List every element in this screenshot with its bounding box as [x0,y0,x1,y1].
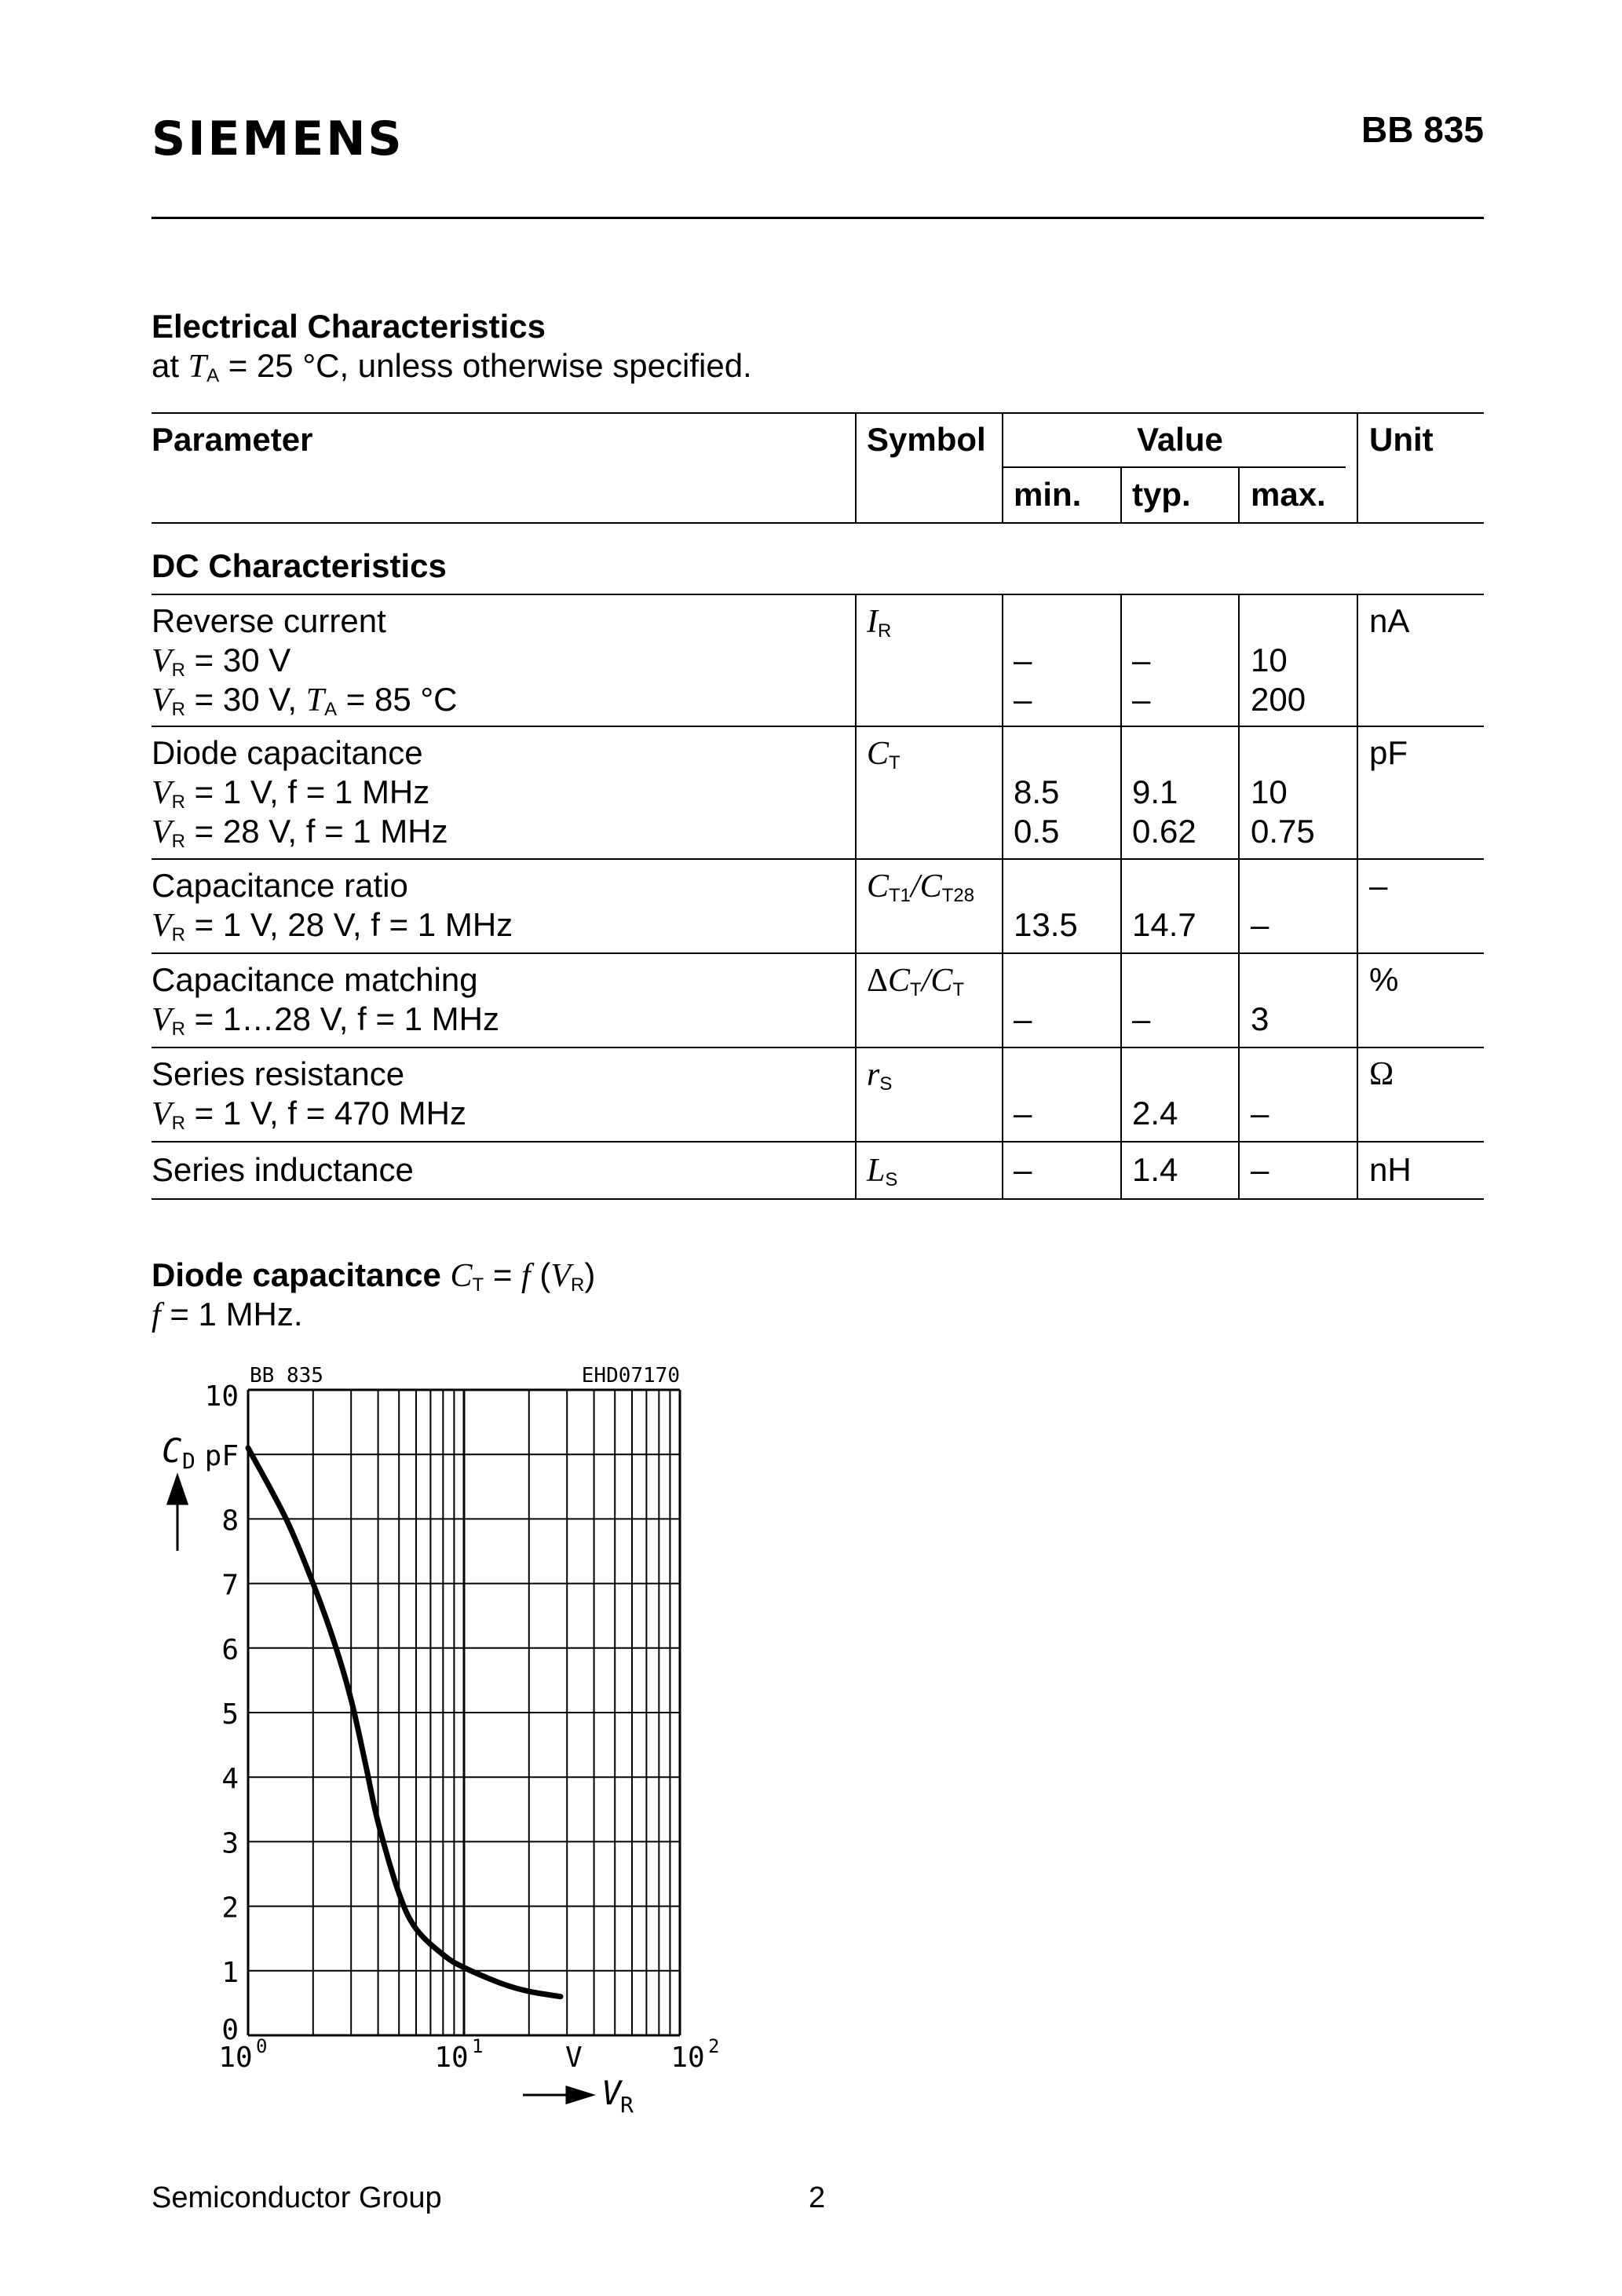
row-condition: $V_R = 1$ V, 28 V, f = 1 MHz [152,906,513,945]
x-axis-label: V [601,2074,622,2112]
row-min: – [1014,1000,1032,1037]
x-unit-label: V [564,2042,583,2074]
row-symbol: $r_S$ [867,1057,893,1095]
page-number: 2 [809,2181,826,2214]
header-symbol: Symbol [867,421,986,458]
row-unit: nH [1369,1151,1412,1188]
row-typ: – [1132,681,1151,718]
subtitle-symbol-sub: A [206,365,220,386]
row-typ: 1.4 [1132,1151,1178,1188]
group-heading: DC Characteristics [152,547,447,584]
subtitle-rest: = 25 °C, unless otherwise specified. [219,347,752,384]
chart-code: EHD07170 [581,1364,680,1387]
row-min: 13.5 [1014,906,1078,943]
y-tick-label: 8 [221,1504,239,1537]
row-unit: nA [1369,602,1410,639]
row-typ: 2.4 [1132,1095,1178,1132]
row-typ: 9.1 [1132,773,1178,810]
row-typ: 0.62 [1132,813,1196,850]
x-tick-exponent: 1 [472,2035,484,2057]
header-max: max. [1251,476,1326,513]
row-min: 0.5 [1014,813,1060,850]
y-tick-label: 0 [221,2014,239,2046]
row-condition: $V_R = 1$ V, f = 470 MHz [152,1095,466,1134]
y-axis-label-sub: D [182,1448,195,1474]
row-typ: – [1132,642,1151,678]
brand-logo: SIEMENS [152,112,404,166]
row-condition: $V_R = 30$ V, $T_A = 85$ °C [152,681,458,720]
row-max: 10 [1251,642,1288,678]
row-unit: pF [1369,734,1408,771]
header-value: Value [1137,421,1223,458]
subtitle-prefix: at [152,347,188,384]
part-number: BB 835 [1361,109,1484,150]
diagram-title: Diode capacitance $C_T = f$ $(V_R)$ [152,1256,596,1296]
row-unit: Ω [1369,1056,1394,1092]
y-tick-label: 4 [221,1763,239,1796]
row-max: – [1251,1151,1269,1188]
row-min: 8.5 [1014,773,1060,810]
row-unit: – [1369,867,1388,904]
y-tick-label: 10 [204,1380,239,1413]
row-symbol: $L_S$ [867,1153,898,1190]
y-unit-label: pF [204,1440,239,1473]
header-min: min. [1014,476,1082,513]
row-min: – [1014,681,1032,718]
y-tick-label: 7 [221,1569,239,1602]
row-symbol: $C_T$ [867,736,901,773]
row-max: – [1251,1095,1269,1132]
row-param: Capacitance ratio [152,867,408,904]
chart-labels [162,1364,719,2118]
x-tick-label: 10 [434,2042,469,2074]
row-max: 0.75 [1251,813,1315,850]
subtitle-symbol: T [188,349,207,385]
x-tick-exponent: 2 [708,2035,720,2057]
y-tick-label: 6 [221,1633,239,1666]
row-max: 3 [1251,1000,1269,1037]
y-tick-label: 1 [221,1956,239,1989]
row-max: 200 [1251,681,1306,718]
row-typ: 14.7 [1132,906,1196,943]
x-tick-label: 10 [670,2042,705,2074]
row-param: Diode capacitance [152,734,423,771]
y-axis-arrow-icon [168,1476,187,1551]
y-tick-label: 2 [221,1892,239,1925]
row-max: – [1251,906,1269,943]
row-condition: $V_R$ = 1…28 V, f = 1 MHz [152,1000,499,1040]
row-unit: % [1369,961,1399,998]
x-tick-exponent: 0 [256,2035,268,2057]
row-condition: $V_R = 30$ V [152,642,291,681]
row-condition: $V_R = 1$ V, f = 1 MHz [152,773,430,813]
x-axis-label-sub: R [620,2092,634,2118]
header-unit: Unit [1369,421,1434,458]
row-min: – [1014,642,1032,678]
chart-title: BB 835 [250,1364,323,1387]
x-axis-arrow-icon [523,2087,592,2103]
chart-curve-cd [248,1448,561,1997]
row-param: Series inductance [152,1151,414,1188]
header-typ: typ. [1132,476,1191,513]
row-param: Series resistance [152,1055,405,1092]
x-tick-label: 10 [218,2042,253,2074]
y-axis-label: C [162,1431,182,1470]
row-min: – [1014,1151,1032,1188]
row-typ: – [1132,1000,1151,1037]
row-max: 10 [1251,773,1288,810]
row-condition: $V_R = 28$ V, f = 1 MHz [152,813,448,852]
section-title: Electrical Characteristics [152,308,546,345]
diagram-subtitle: f = 1 MHz. [152,1296,303,1333]
row-symbol: $I_R$ [867,604,892,642]
header-parameter: Parameter [152,421,313,458]
chart-grid [248,1390,680,2035]
row-param: Capacitance matching [152,961,478,998]
row-symbol: $\Delta C_T/C_T$ [867,963,965,1000]
row-min: – [1014,1095,1032,1132]
y-tick-label: 3 [221,1827,239,1860]
row-param: Reverse current [152,602,386,639]
y-tick-label: 5 [221,1698,239,1731]
footer-left: Semiconductor Group [152,2181,442,2214]
row-symbol: $C_{T1}/C_{T28}$ [867,868,975,906]
